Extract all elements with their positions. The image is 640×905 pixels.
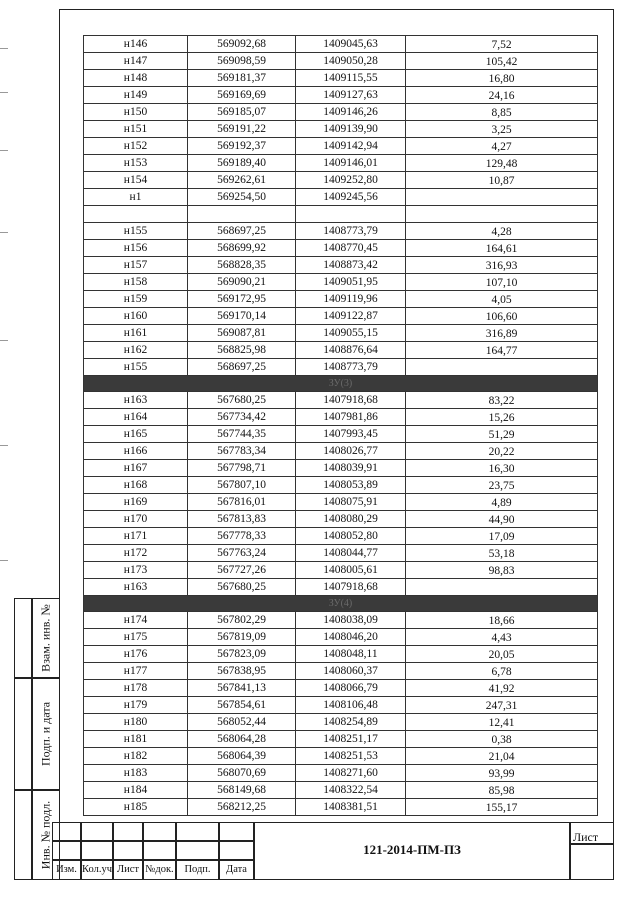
point-cell: н153 <box>84 155 188 172</box>
distance-cell: 316,93 <box>406 257 598 274</box>
point-cell: н166 <box>84 443 188 460</box>
table-row <box>84 680 598 697</box>
point-cell: н158 <box>84 274 188 291</box>
x-coord-cell: 567854,61 <box>188 697 296 714</box>
point-cell: н171 <box>84 528 188 545</box>
point-cell: н147 <box>84 53 188 70</box>
y-coord-cell: 1409055,15 <box>296 325 406 342</box>
x-coord-cell: 567823,09 <box>188 646 296 663</box>
x-coord-cell: 569087,81 <box>188 325 296 342</box>
x-coord-cell: 568064,39 <box>188 748 296 765</box>
x-coord-cell: 567778,33 <box>188 528 296 545</box>
point-cell: н156 <box>84 240 188 257</box>
distance-cell: 106,60 <box>406 308 598 325</box>
point-cell: н184 <box>84 782 188 799</box>
y-coord-cell: 1409051,95 <box>296 274 406 291</box>
y-coord-cell: 1408106,48 <box>296 697 406 714</box>
title-block <box>52 822 614 880</box>
distance-cell: 93,99 <box>406 765 598 782</box>
table-row <box>84 70 598 87</box>
x-coord-cell: 569098,59 <box>188 53 296 70</box>
table-row <box>84 291 598 308</box>
point-cell: н163 <box>84 579 188 596</box>
point-cell: н161 <box>84 325 188 342</box>
x-coord-cell: 569185,07 <box>188 104 296 121</box>
y-coord-cell: 1409146,26 <box>296 104 406 121</box>
distance-cell: 83,22 <box>406 392 598 409</box>
point-cell: н1 <box>84 189 188 206</box>
point-cell: н168 <box>84 477 188 494</box>
stamp-ndok: №док. <box>143 860 176 880</box>
x-coord-cell: 567813,83 <box>188 511 296 528</box>
distance-cell: 247,31 <box>406 697 598 714</box>
y-coord-cell: 1408048,11 <box>296 646 406 663</box>
table-row <box>84 36 598 53</box>
table-row <box>84 697 598 714</box>
y-coord-cell: 1408044,77 <box>296 545 406 562</box>
x-coord-cell: 568828,35 <box>188 257 296 274</box>
x-coord-cell: 567763,24 <box>188 545 296 562</box>
y-coord-cell: 1408066,79 <box>296 680 406 697</box>
distance-cell: 164,61 <box>406 240 598 257</box>
y-coord-cell: 1409139,90 <box>296 121 406 138</box>
section-header-row <box>84 596 598 612</box>
table-row <box>84 714 598 731</box>
distance-cell: 16,30 <box>406 460 598 477</box>
distance-cell: 8,85 <box>406 104 598 121</box>
empty-row <box>84 206 598 223</box>
y-coord-cell: 1409050,28 <box>296 53 406 70</box>
distance-cell: 3,25 <box>406 121 598 138</box>
distance-cell: 12,41 <box>406 714 598 731</box>
distance-cell: 4,27 <box>406 138 598 155</box>
x-coord-cell: 567816,01 <box>188 494 296 511</box>
table-row <box>84 579 598 596</box>
y-coord-cell: 1408039,91 <box>296 460 406 477</box>
distance-cell: 10,87 <box>406 172 598 189</box>
table-row <box>84 799 598 816</box>
point-cell: н149 <box>84 87 188 104</box>
point-cell: н174 <box>84 612 188 629</box>
coordinates-table-body <box>84 36 598 816</box>
distance-cell: 23,75 <box>406 477 598 494</box>
y-coord-cell: 1407918,68 <box>296 392 406 409</box>
stamp-izm: Изм. <box>52 860 81 880</box>
table-row <box>84 562 598 579</box>
point-cell: н165 <box>84 426 188 443</box>
x-coord-cell: 568064,28 <box>188 731 296 748</box>
point-cell: н172 <box>84 545 188 562</box>
point-cell: н169 <box>84 494 188 511</box>
vzam-inv-label: Взам. инв. № <box>38 604 53 672</box>
y-coord-cell: 1408038,09 <box>296 612 406 629</box>
point-cell: н154 <box>84 172 188 189</box>
table-row <box>84 189 598 206</box>
y-coord-cell: 1408770,45 <box>296 240 406 257</box>
section-header-row <box>84 376 598 392</box>
x-coord-cell: 569191,22 <box>188 121 296 138</box>
point-cell: н167 <box>84 460 188 477</box>
table-row <box>84 325 598 342</box>
point-cell: н177 <box>84 663 188 680</box>
y-coord-cell: 1409127,63 <box>296 87 406 104</box>
table-row <box>84 308 598 325</box>
table-row <box>84 477 598 494</box>
x-coord-cell: 568149,68 <box>188 782 296 799</box>
y-coord-cell: 1408381,51 <box>296 799 406 816</box>
x-coord-cell: 567680,25 <box>188 579 296 596</box>
table-row <box>84 155 598 172</box>
y-coord-cell: 1408251,53 <box>296 748 406 765</box>
x-coord-cell: 569172,95 <box>188 291 296 308</box>
y-coord-cell: 1408053,89 <box>296 477 406 494</box>
point-cell: н160 <box>84 308 188 325</box>
distance-cell: 98,83 <box>406 562 598 579</box>
x-coord-cell: 568697,25 <box>188 359 296 376</box>
point-cell: н182 <box>84 748 188 765</box>
y-coord-cell: 1408254,89 <box>296 714 406 731</box>
table-row <box>84 646 598 663</box>
table-row <box>84 223 598 240</box>
point-cell: н179 <box>84 697 188 714</box>
point-cell: н150 <box>84 104 188 121</box>
y-coord-cell: 1409045,63 <box>296 36 406 53</box>
y-coord-cell: 1409146,01 <box>296 155 406 172</box>
x-coord-cell: 567807,10 <box>188 477 296 494</box>
x-coord-cell: 567727,26 <box>188 562 296 579</box>
y-coord-cell: 1407918,68 <box>296 579 406 596</box>
x-coord-cell: 569189,40 <box>188 155 296 172</box>
distance-cell: 17,09 <box>406 528 598 545</box>
y-coord-cell: 1409119,96 <box>296 291 406 308</box>
y-coord-cell: 1408075,91 <box>296 494 406 511</box>
distance-cell: 44,90 <box>406 511 598 528</box>
table-row <box>84 511 598 528</box>
x-coord-cell: 568699,92 <box>188 240 296 257</box>
table-row <box>84 612 598 629</box>
table-row <box>84 257 598 274</box>
distance-cell: 0,38 <box>406 731 598 748</box>
sheet-label: Лист <box>573 830 599 844</box>
table-row <box>84 274 598 291</box>
distance-cell: 51,29 <box>406 426 598 443</box>
table-row <box>84 138 598 155</box>
point-cell: н176 <box>84 646 188 663</box>
distance-cell: 18,66 <box>406 612 598 629</box>
table-row <box>84 392 598 409</box>
coordinates-table <box>83 35 598 816</box>
point-cell: н181 <box>84 731 188 748</box>
distance-cell: 53,18 <box>406 545 598 562</box>
point-cell: н148 <box>84 70 188 87</box>
y-coord-cell: 1408773,79 <box>296 223 406 240</box>
distance-cell: 155,17 <box>406 799 598 816</box>
x-coord-cell: 568697,25 <box>188 223 296 240</box>
distance-cell: 21,04 <box>406 748 598 765</box>
distance-cell: 316,89 <box>406 325 598 342</box>
table-row <box>84 748 598 765</box>
point-cell: н155 <box>84 359 188 376</box>
point-cell: н157 <box>84 257 188 274</box>
stamp-podp: Подп. <box>176 860 219 880</box>
distance-cell: 24,16 <box>406 87 598 104</box>
y-coord-cell: 1408873,42 <box>296 257 406 274</box>
point-cell: н151 <box>84 121 188 138</box>
point-cell: н152 <box>84 138 188 155</box>
y-coord-cell: 1409252,80 <box>296 172 406 189</box>
x-coord-cell: 567841,13 <box>188 680 296 697</box>
distance-cell: 164,77 <box>406 342 598 359</box>
distance-cell: 105,42 <box>406 53 598 70</box>
distance-cell: 7,52 <box>406 36 598 53</box>
y-coord-cell: 1409122,87 <box>296 308 406 325</box>
table-row <box>84 172 598 189</box>
point-cell: н163 <box>84 392 188 409</box>
point-cell: н180 <box>84 714 188 731</box>
document-code: 121-2014-ПМ-ПЗ <box>363 842 461 857</box>
y-coord-cell: 1407981,86 <box>296 409 406 426</box>
y-coord-cell: 1408046,20 <box>296 629 406 646</box>
distance-cell <box>406 579 598 596</box>
stamp-kol-uch: Кол.уч <box>81 860 113 880</box>
table-row <box>84 342 598 359</box>
table-row <box>84 663 598 680</box>
distance-cell <box>406 359 598 376</box>
point-cell: н159 <box>84 291 188 308</box>
table-row <box>84 528 598 545</box>
table-row <box>84 240 598 257</box>
point-cell: н155 <box>84 223 188 240</box>
x-coord-cell: 569262,61 <box>188 172 296 189</box>
x-coord-cell: 568212,25 <box>188 799 296 816</box>
y-coord-cell: 1408060,37 <box>296 663 406 680</box>
distance-cell: 41,92 <box>406 680 598 697</box>
x-coord-cell: 569169,69 <box>188 87 296 104</box>
x-coord-cell: 567783,34 <box>188 443 296 460</box>
distance-cell: 15,26 <box>406 409 598 426</box>
point-cell: н178 <box>84 680 188 697</box>
table-row <box>84 782 598 799</box>
x-coord-cell: 567734,42 <box>188 409 296 426</box>
distance-cell: 4,05 <box>406 291 598 308</box>
table-row <box>84 494 598 511</box>
table-row <box>84 460 598 477</box>
y-coord-cell: 1408052,80 <box>296 528 406 545</box>
distance-cell: 129,48 <box>406 155 598 172</box>
y-coord-cell: 1408251,17 <box>296 731 406 748</box>
x-coord-cell: 567819,09 <box>188 629 296 646</box>
y-coord-cell: 1409245,56 <box>296 189 406 206</box>
table-row <box>84 765 598 782</box>
table-row <box>84 121 598 138</box>
table-row <box>84 359 598 376</box>
distance-cell: 85,98 <box>406 782 598 799</box>
distance-cell: 4,28 <box>406 223 598 240</box>
x-coord-cell: 567680,25 <box>188 392 296 409</box>
stamp-data: Дата <box>219 860 254 880</box>
table-row <box>84 409 598 426</box>
point-cell: н173 <box>84 562 188 579</box>
point-cell: н146 <box>84 36 188 53</box>
distance-cell <box>406 189 598 206</box>
table-row <box>84 443 598 460</box>
x-coord-cell: 569170,14 <box>188 308 296 325</box>
x-coord-cell: 568070,69 <box>188 765 296 782</box>
y-coord-cell: 1408005,61 <box>296 562 406 579</box>
x-coord-cell: 569254,50 <box>188 189 296 206</box>
y-coord-cell: 1407993,45 <box>296 426 406 443</box>
x-coord-cell: 567838,95 <box>188 663 296 680</box>
point-cell: н170 <box>84 511 188 528</box>
distance-cell: 4,43 <box>406 629 598 646</box>
inv-podl-label: Инв. № подл. <box>38 800 53 870</box>
point-cell: н185 <box>84 799 188 816</box>
distance-cell: 4,89 <box>406 494 598 511</box>
table-row <box>84 426 598 443</box>
point-cell: н175 <box>84 629 188 646</box>
distance-cell: 20,22 <box>406 443 598 460</box>
table-row <box>84 87 598 104</box>
table-row <box>84 545 598 562</box>
table-row <box>84 629 598 646</box>
y-coord-cell: 1409142,94 <box>296 138 406 155</box>
y-coord-cell: 1408026,77 <box>296 443 406 460</box>
x-coord-cell: 568825,98 <box>188 342 296 359</box>
y-coord-cell: 1408271,60 <box>296 765 406 782</box>
x-coord-cell: 569192,37 <box>188 138 296 155</box>
y-coord-cell: 1408876,64 <box>296 342 406 359</box>
podp-data-label: Подп. и дата <box>38 701 53 767</box>
point-cell: н183 <box>84 765 188 782</box>
x-coord-cell: 568052,44 <box>188 714 296 731</box>
table-row <box>84 731 598 748</box>
y-coord-cell: 1408080,29 <box>296 511 406 528</box>
table-row <box>84 53 598 70</box>
distance-cell: 20,05 <box>406 646 598 663</box>
section-label: ЗУ(4) <box>84 596 598 612</box>
x-coord-cell: 567744,35 <box>188 426 296 443</box>
stamp-list: Лист <box>113 860 143 880</box>
x-coord-cell: 567798,71 <box>188 460 296 477</box>
x-coord-cell: 569092,68 <box>188 36 296 53</box>
point-cell: н164 <box>84 409 188 426</box>
y-coord-cell: 1408773,79 <box>296 359 406 376</box>
distance-cell: 16,80 <box>406 70 598 87</box>
point-cell: н162 <box>84 342 188 359</box>
x-coord-cell: 569181,37 <box>188 70 296 87</box>
distance-cell: 107,10 <box>406 274 598 291</box>
x-coord-cell: 569090,21 <box>188 274 296 291</box>
y-coord-cell: 1408322,54 <box>296 782 406 799</box>
y-coord-cell: 1409115,55 <box>296 70 406 87</box>
section-label: ЗУ(3) <box>84 376 598 392</box>
distance-cell: 6,78 <box>406 663 598 680</box>
table-row <box>84 104 598 121</box>
x-coord-cell: 567802,29 <box>188 612 296 629</box>
